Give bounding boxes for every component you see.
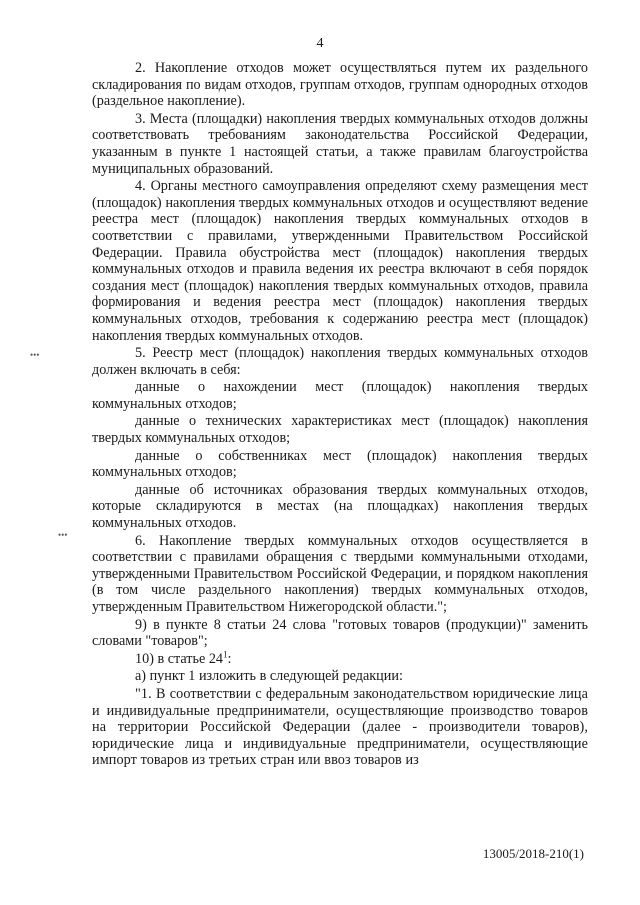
document-body: [92, 60, 588, 770]
paragraph: данные об источниках образования твердых коммунальных отходов, которые складируются в местах (на площадках) накопления твердых коммунальных отходов.: [92, 481, 588, 532]
page-number: 4: [316, 36, 324, 51]
paragraph: 4. Органы местного самоуправления определяют схему размещения мест (площадок) накопления твердых коммунальных отходов и осуществляют ведение реестра мест (площадок) накопления твердых коммунальных отходов в соответствии с правилами, утвержденными Правительством Российской Федерации. Правила обустройства мест (площадок) накопления твердых коммунальных отходов и правила ведения их реестра включают в себя порядок создания мест (площадок) накопления твердых коммунальных отходов, правила формирования и ведения реестра мест (площадок) накопления твердых коммунальных отходов, требования к содержанию реестра мест (площадок) накопления твердых коммунальных отходов.: [92, 178, 588, 344]
paragraph: данные о технических характеристиках мест (площадок) накопления твердых коммунальных отходов;: [92, 413, 588, 447]
margin-mark: •••: [58, 530, 68, 540]
article-suffix: :: [227, 650, 232, 667]
paragraph: 5. Реестр мест (площадок) накопления твердых коммунальных отходов должен включать в себя:: [92, 345, 588, 378]
paragraph: данные о собственниках мест (площадок) накопления твердых коммунальных отходов;: [92, 447, 588, 481]
article-superscript: 1: [223, 649, 228, 660]
paragraph: а) пункт 1 изложить в следующей редакции:: [135, 668, 403, 685]
paragraph: 6. Накопление твердых коммунальных отходов осуществляется в соответствии с правилами обращения с твердыми коммунальными отходами, утвержденными Правительством Российской Федерации, и порядком накопления (в том числе раздельного накопления) твердых коммунальных отходов, утвержденным Правительством Нижегородской области.";: [92, 532, 588, 615]
paragraph: 3. Места (площадки) накопления твердых коммунальных отходов должны соответствовать требованиям законодательства Российской Федерации, указанным в пункте 1 настоящей статьи, а также правилам благоустройства муниципальных образований.: [92, 110, 588, 177]
article-paragraph: [92, 651, 588, 668]
footer-code: 13005/2018-210(1): [482, 846, 584, 861]
margin-mark: •••: [30, 350, 40, 360]
paragraph: 9) в пункте 8 статьи 24 слова "готовых товаров (продукции)" заменить словами "товаров";: [92, 616, 588, 650]
paragraph: "1. В соответствии с федеральным законодательством юридические лица и индивидуальные предприниматели, осуществляющие производство товаров на территории Российской Федерации (далее - производители товаров), юридические лица и индивидуальные предприниматели, осуществляющие импорт товаров из третьих стран или ввоз товаров из: [92, 685, 588, 769]
paragraph: 2. Накопление отходов может осуществляться путем их раздельного складирования по видам отходов, группам отходов, группам однородных отходов (раздельное накопление).: [92, 60, 588, 110]
paragraph: данные о нахождении мест (площадок) накопления твердых коммунальных отходов;: [92, 379, 588, 412]
article-prefix: 10) в статье 24: [135, 650, 224, 667]
